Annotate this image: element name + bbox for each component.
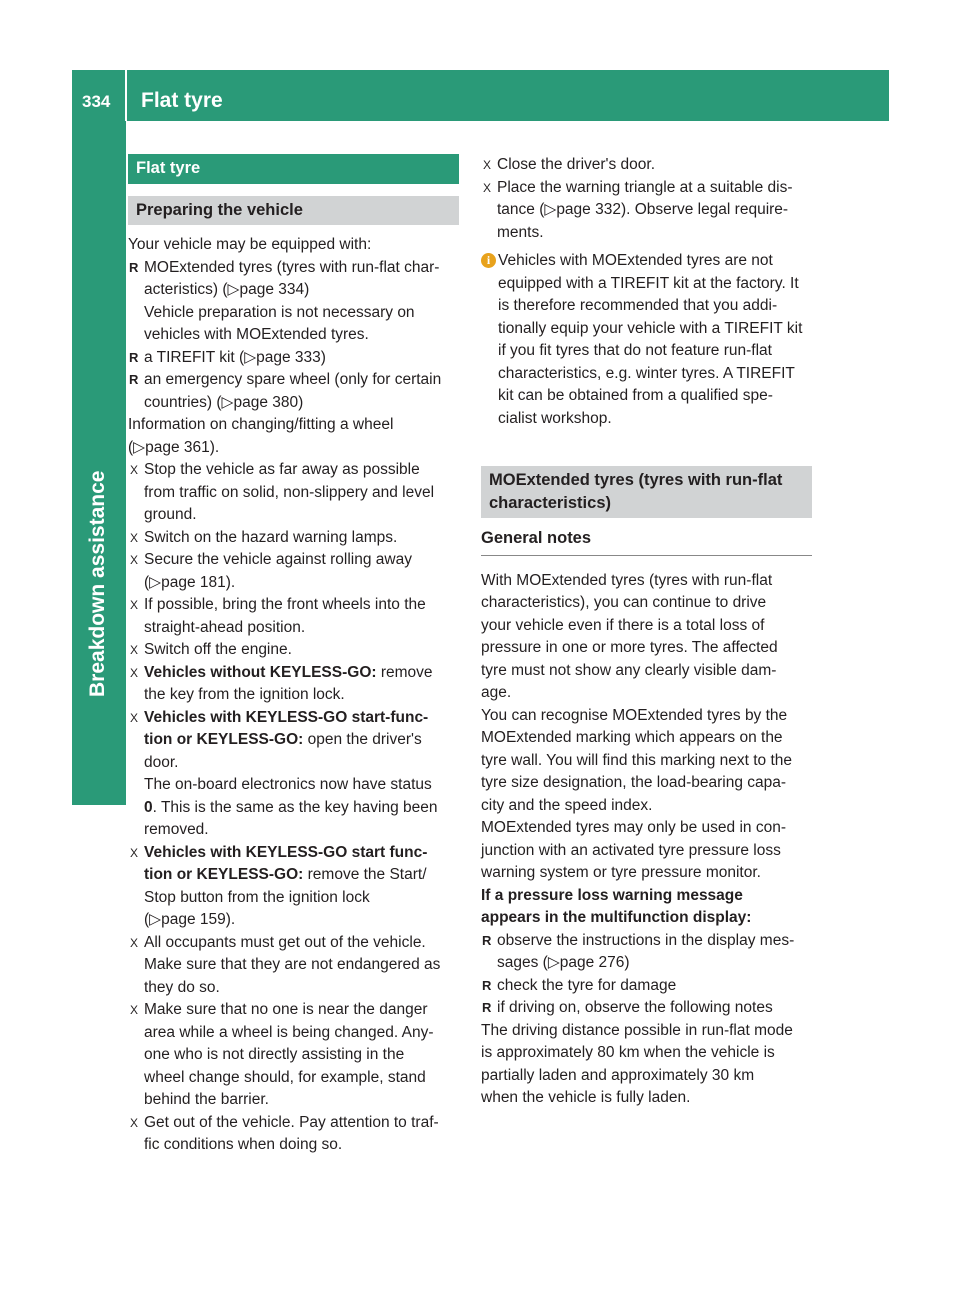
step-arrow-icon: X: [130, 643, 139, 657]
step-arrow-icon: X: [130, 530, 139, 545]
left-column: [128, 154, 459, 1157]
page-ref-link[interactable]: page 276): [559, 954, 630, 971]
paragraph: With MOExtended tyres (tyres with run-flat characteristics), you can continue to drive your vehicle even if there is a total loss of pressure in one or more tyres. The affected tyre must not show any clearly visible dam- age.: [481, 571, 778, 701]
page-ref-icon: ▷: [221, 393, 234, 411]
page-ref-icon: ▷: [133, 438, 146, 456]
list-item: R observe the instructions in the display mes- sages (▷page 276): [482, 931, 795, 971]
bullet-icon: R: [482, 1000, 492, 1015]
step-arrow-icon: X: [130, 463, 139, 477]
info-note: i Vehicles with MOExtended tyres are not equipped with a TIREFIT kit at the factory. It is therefore recommended that you addi- tionally equip your vehicle with a TIREFIT kit if you fit tyres that do not feature run-flat characteristics, e.g. winter tyres. A TIREFIT kit can be obtained from a qualified spe- cialist workshop.: [481, 250, 812, 430]
header-divider: [125, 70, 127, 121]
step-item: X Switch off the engine.: [128, 639, 459, 662]
step-arrow-icon: X: [130, 710, 139, 725]
step-arrow-icon: X: [130, 1115, 139, 1130]
step-item: X Place the warning triangle at a suitable dis- tance (▷page 332). Observe legal require- ments.: [483, 178, 793, 241]
sidebar-label: Breakdown assistance: [86, 470, 109, 697]
step-item: X Make sure that no one is near the danger area while a wheel is being changed. Any- one who is not directly assisting in the wheel change should, for example, stand behind the barrier.: [130, 1001, 434, 1108]
page-ref-link[interactable]: page 334): [239, 281, 310, 298]
step-item: X If possible, bring the front wheels into the straight-ahead position.: [130, 596, 426, 636]
general-notes-heading: General notes: [481, 527, 812, 556]
page-ref-link[interactable]: page 181).: [161, 573, 236, 591]
step-item: X Vehicles with KEYLESS-GO start-func- tion or KEYLESS-GO: open the driver's door. The on-board electronics now have status 0. This is the same as the key having been removed.: [130, 708, 438, 838]
bullet-icon: R: [129, 372, 139, 387]
page-ref-icon: ▷: [544, 201, 557, 218]
bullet-icon: R: [482, 932, 492, 948]
header-title: Flat tyre: [141, 89, 223, 112]
step-item: X Vehicles without KEYLESS-GO: remove the key from the ignition lock.: [130, 663, 433, 703]
list-item: R check the tyre for damage: [481, 975, 812, 998]
step-arrow-icon: X: [130, 845, 139, 860]
page-ref-link[interactable]: page 159).: [161, 911, 236, 928]
step-item: X All occupants must get out of the vehicle. Make sure that they are not endangered as they do so.: [130, 933, 441, 996]
step-arrow-icon: X: [130, 1003, 139, 1017]
step-arrow-icon: X: [483, 180, 492, 195]
list-item: R an emergency spare wheel (only for certain countries) (▷page 380): [129, 371, 442, 411]
list-item: R a TIREFIT kit (▷page 333): [128, 347, 459, 370]
page-ref-icon: ▷: [547, 954, 560, 971]
step-item: X Get out of the vehicle. Pay attention to traf- fic conditions when doing so.: [130, 1113, 439, 1153]
page-ref-link[interactable]: page 333): [256, 348, 326, 366]
page-ref-link[interactable]: page 380): [233, 393, 304, 411]
step-item: X Vehicles with KEYLESS-GO start func- tion or KEYLESS-GO: remove the Start/ Stop button from the ignition lock (▷page 159).: [130, 843, 428, 928]
bold-heading: If a pressure loss warning message appears in the multifunction display:: [481, 886, 752, 926]
step-item: X Close the driver's door.: [481, 154, 812, 177]
page-ref-icon: ▷: [149, 911, 162, 928]
page-number: 334: [82, 92, 111, 111]
paragraph: MOExtended tyres may only be used in con- junction with an activated tyre pressure loss warning system or tyre pressure monitor.: [481, 819, 786, 881]
step-arrow-icon: X: [483, 158, 492, 172]
page-ref-icon: ▷: [149, 573, 162, 591]
step-arrow-icon: X: [130, 665, 139, 680]
step-arrow-icon: X: [130, 598, 139, 612]
step-item: X Secure the vehicle against rolling away (▷page 181).: [130, 551, 412, 591]
paragraph: You can recognise MOExtended tyres by the MOExtended marking which appears on the tyre wall. You will find this marking next to the tyre size designation, the load-bearing capa- city and the speed index.: [481, 706, 793, 814]
info-text: Information on changing/fitting a wheel (▷page 361).: [128, 416, 394, 456]
bullet-icon: R: [129, 349, 139, 365]
list-item: R if driving on, observe the following notes: [481, 997, 812, 1020]
list-item: R MOExtended tyres (tyres with run-flat char- acteristics) (▷page 334) Vehicle preparation is not necessary on vehicles with MOExtended tyres.: [129, 258, 440, 343]
page-ref-link[interactable]: page 332). Observe legal require-: [556, 201, 789, 218]
step-arrow-icon: X: [130, 553, 139, 567]
section-title: Flat tyre: [128, 154, 459, 184]
page-ref-link[interactable]: page 361).: [145, 438, 220, 456]
page-ref-icon: ▷: [227, 281, 240, 298]
page-header: [72, 70, 889, 121]
subsection-title: Preparing the vehicle: [128, 196, 459, 226]
paragraph: The driving distance possible in run-flat mode is approximately 80 km when the vehicle is partially laden and approximately 30 km when the vehicle is fully laden.: [481, 1021, 793, 1106]
right-column: [481, 154, 812, 1110]
step-arrow-icon: X: [130, 935, 139, 950]
section-heading: MOExtended tyres (tyres with run-flat characteristics): [481, 466, 812, 518]
intro-text: Your vehicle may be equipped with:: [128, 236, 372, 253]
sidebar-block: [72, 751, 126, 805]
page-ref-icon: ▷: [244, 348, 257, 366]
step-item: X Stop the vehicle as far away as possible from traffic on solid, non-slippery and level ground.: [130, 461, 435, 523]
bullet-icon: R: [482, 977, 492, 993]
bullet-icon: R: [129, 259, 139, 275]
step-item: X Switch on the hazard warning lamps.: [128, 527, 459, 550]
info-icon: i: [481, 253, 496, 268]
